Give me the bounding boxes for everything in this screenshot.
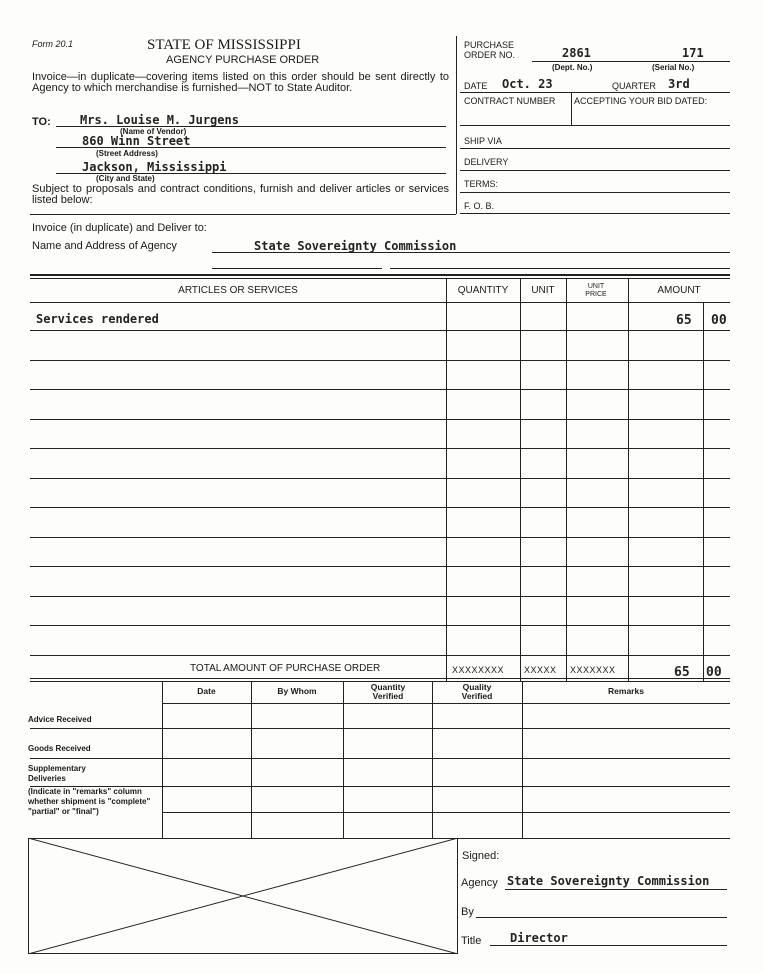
by-label: By: [461, 906, 474, 918]
table-rule-line: [30, 389, 730, 390]
table-rule-line: [30, 507, 730, 508]
date-label: DATE: [464, 81, 488, 91]
table-rule-line: [30, 537, 730, 538]
vendor-name: Mrs. Louise M. Jurgens: [80, 113, 239, 127]
receipt-row-goods: Goods Received: [28, 744, 91, 753]
dept-no: 2861: [562, 46, 591, 60]
item-description: Services rendered: [36, 312, 159, 326]
quarter-value: 3rd: [668, 77, 690, 91]
col-amount-header: AMOUNT: [657, 285, 701, 296]
serial-no: 171: [682, 46, 704, 60]
table-rule-line: [30, 360, 730, 361]
order-title: AGENCY PURCHASE ORDER: [166, 54, 320, 66]
receipt-col-quantity-verified: Quantity Verified: [370, 682, 406, 701]
instructions: Invoice—in duplicate—covering items listed on this order should be sent directly to Agency to which merchandise is furnished—NOT to State Auditor.: [32, 71, 449, 94]
invoice-deliver-label: Invoice (in duplicate) and Deliver to:: [32, 222, 207, 234]
signature-agency-value: State Sovereignty Commission: [507, 874, 710, 888]
col-quantity-header: QUANTITY: [457, 285, 509, 296]
contract-label: CONTRACT NUMBER: [464, 96, 556, 106]
item-cents: 00: [711, 313, 727, 328]
date-value: Oct. 23: [502, 77, 553, 91]
vendor-city: Jackson, Mississippi: [82, 160, 227, 174]
table-rule-line: [30, 596, 730, 597]
col-unit-price-header: UNIT PRICE: [585, 283, 607, 298]
receipt-col-date: Date: [197, 686, 216, 696]
signed-label: Signed:: [462, 850, 500, 862]
receipt-col-by-whom: By Whom: [277, 686, 317, 696]
total-qty-fill: XXXXXXXX: [452, 665, 505, 675]
receipt-col-remarks: Remarks: [608, 686, 644, 696]
col-articles-header: ARTICLES OR SERVICES: [178, 285, 298, 296]
table-rule-line: [30, 478, 730, 479]
state-title: STATE OF MISSISSIPPI: [147, 37, 301, 53]
item-dollars: 65: [676, 313, 692, 328]
serial-caption: (Serial No.): [652, 63, 695, 72]
deliver-agency-value: State Sovereignty Commission: [254, 239, 457, 253]
receipt-row-supplementary: Supplementary Deliveries: [28, 764, 86, 783]
crossed-out-box: [28, 838, 458, 954]
receipt-row-advice: Advice Received: [28, 715, 92, 724]
delivery-label: DELIVERY: [464, 157, 509, 167]
dept-caption: (Dept. No.): [552, 63, 593, 72]
title-value: Director: [510, 931, 568, 945]
receipt-col-quality-verified: Quality Verified: [461, 682, 493, 701]
total-label: TOTAL AMOUNT OF PURCHASE ORDER: [190, 663, 381, 674]
form-number: Form 20.1: [32, 39, 74, 49]
total-unit-fill: XXXXX: [524, 665, 557, 675]
table-rule-line: [30, 419, 730, 420]
to-label: TO:: [32, 116, 51, 128]
table-rule-line: [30, 566, 730, 567]
table-rule-line: [30, 448, 730, 449]
total-price-fill: XXXXXXX: [570, 665, 616, 675]
vendor-city-caption: (City and State): [96, 174, 155, 183]
agency-address-label: Name and Address of Agency: [32, 240, 177, 252]
bid-label: ACCEPTING YOUR BID DATED:: [574, 96, 708, 106]
vendor-street: 860 Winn Street: [82, 134, 191, 148]
table-rule-line: [30, 330, 730, 331]
terms-label: TERMS:: [464, 179, 499, 189]
ship-label: SHIP VIA: [464, 136, 502, 146]
col-unit-header: UNIT: [531, 285, 555, 296]
quarter-label: QUARTER: [612, 81, 656, 91]
receipt-row-indicate: (Indicate in "remarks" column whether shipment is "complete" "partial" or "final"): [28, 787, 151, 816]
fob-label: F. O. B.: [464, 201, 495, 211]
total-cents: 00: [706, 665, 722, 680]
vendor-name-caption: (Name of Vendor): [120, 127, 187, 136]
title-label: Title: [461, 935, 482, 947]
total-dollars: 65: [674, 665, 690, 680]
po-label: PURCHASE ORDER NO.: [464, 40, 516, 60]
table-rule-line: [30, 625, 730, 626]
vendor-street-caption: (Street Address): [96, 149, 158, 158]
signature-agency-label: Agency: [461, 877, 498, 889]
subject-text: Subject to proposals and contract conditions, furnish and deliver articles or services listed below:: [32, 183, 449, 206]
